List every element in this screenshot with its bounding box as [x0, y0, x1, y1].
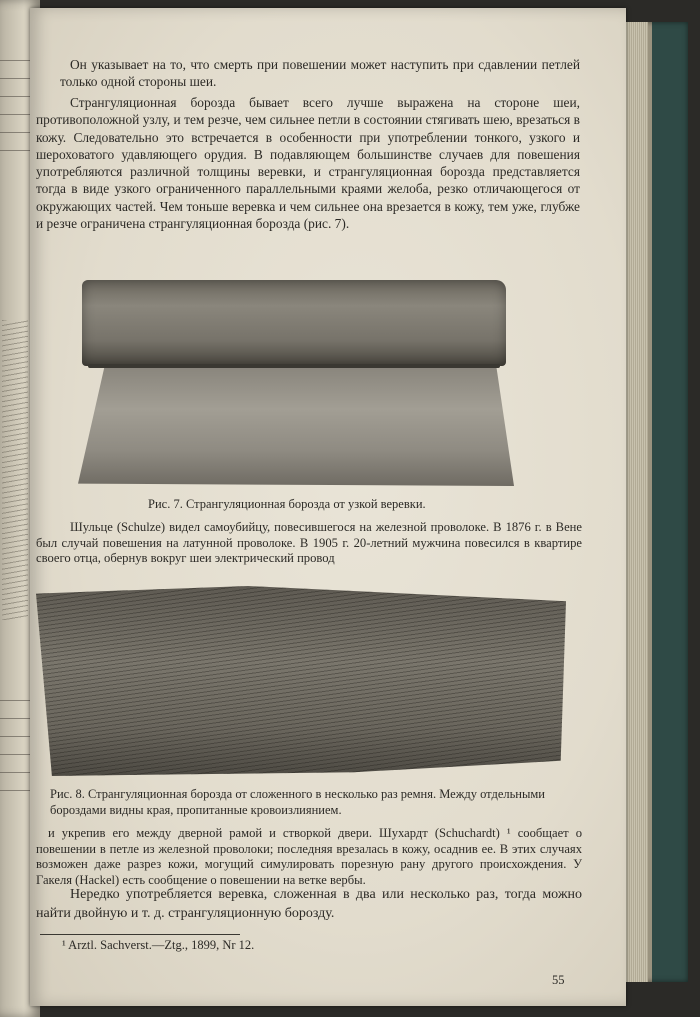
footnote-rule — [40, 934, 240, 935]
paragraph-5: Нередко употребляется веревка, сложенная в два или несколько раз, тогда можно найти двойную и т. д. странгуляционную борозду. — [36, 887, 582, 921]
figure-8-caption: Рис. 8. Странгуляционная борозда от сложенного в несколько раз ремня. Между отдельными бороздами видны края, пропитанные кровоизлиянием. — [50, 787, 545, 817]
book-cover-edge — [626, 22, 688, 982]
previous-page-illustration — [2, 320, 28, 620]
figure-8-image — [36, 586, 566, 776]
paragraph-3: Шульце (Schulze) видел самоубийцу, повесившегося на железной проволоке. В 1876 г. в Вене был случай повешения на латунной проволоке. В 1905 г. 20-летний мужчина повесился в квартире своего отца, обернув вокруг шеи электрический провод — [36, 520, 582, 566]
figure-7-lower-skin — [78, 368, 514, 486]
paragraph-2: Странгуляционная борозда бывает всего лучше выражена на стороне шеи, противоположной узлу, и тем резче, чем сильнее петли в состоянии стягивать шею, врезаться в кожу. Следовательно это встречается в особенности при употреблении тонкого, узкого и шероховатого удавляющего орудия. В подавляющем большинстве случаев для повешения употребляются различной толщины веревки, и странгуляционная борозда представляется тогда в виде узкого ограниченного параллельными краями желоба, резко отличающегося от окружающих частей. Чем тоньше веревка и чем сильнее она врезается в кожу, тем уже, глубже и резче ограничена странгуляционная борозда (рис. 7). — [36, 95, 580, 232]
footnote: ¹ Arztl. Sachverst.—Ztg., 1899, Nr 12. — [62, 938, 255, 952]
paragraph-4: и укрепив его между дверной рамой и створкой двери. Шухардт (Schuchardt) ¹ сообщает о повешении в петле из железной проволоки; последняя врезалась в кожу, осаднив ее. В этих случаях возможен даже разрез кожи, могущий симулировать порезную рану другого происхождения. У Гакеля (Hackel) есть сообщение о повешении на ветке вербы. — [36, 826, 582, 887]
page-stack-edge — [626, 22, 648, 982]
figure-7-caption: Рис. 7. Странгуляционная борозда от узкой веревки. — [148, 497, 426, 511]
page-number: 55 — [552, 973, 565, 987]
figure-7-image — [78, 280, 514, 486]
figure-7-upper-skin — [82, 280, 506, 366]
paragraph-1: Он указывает на то, что смерть при повешении может наступить при сдавлении петлей только одной стороны шеи. — [60, 57, 580, 90]
figure-7-groove — [88, 364, 500, 368]
